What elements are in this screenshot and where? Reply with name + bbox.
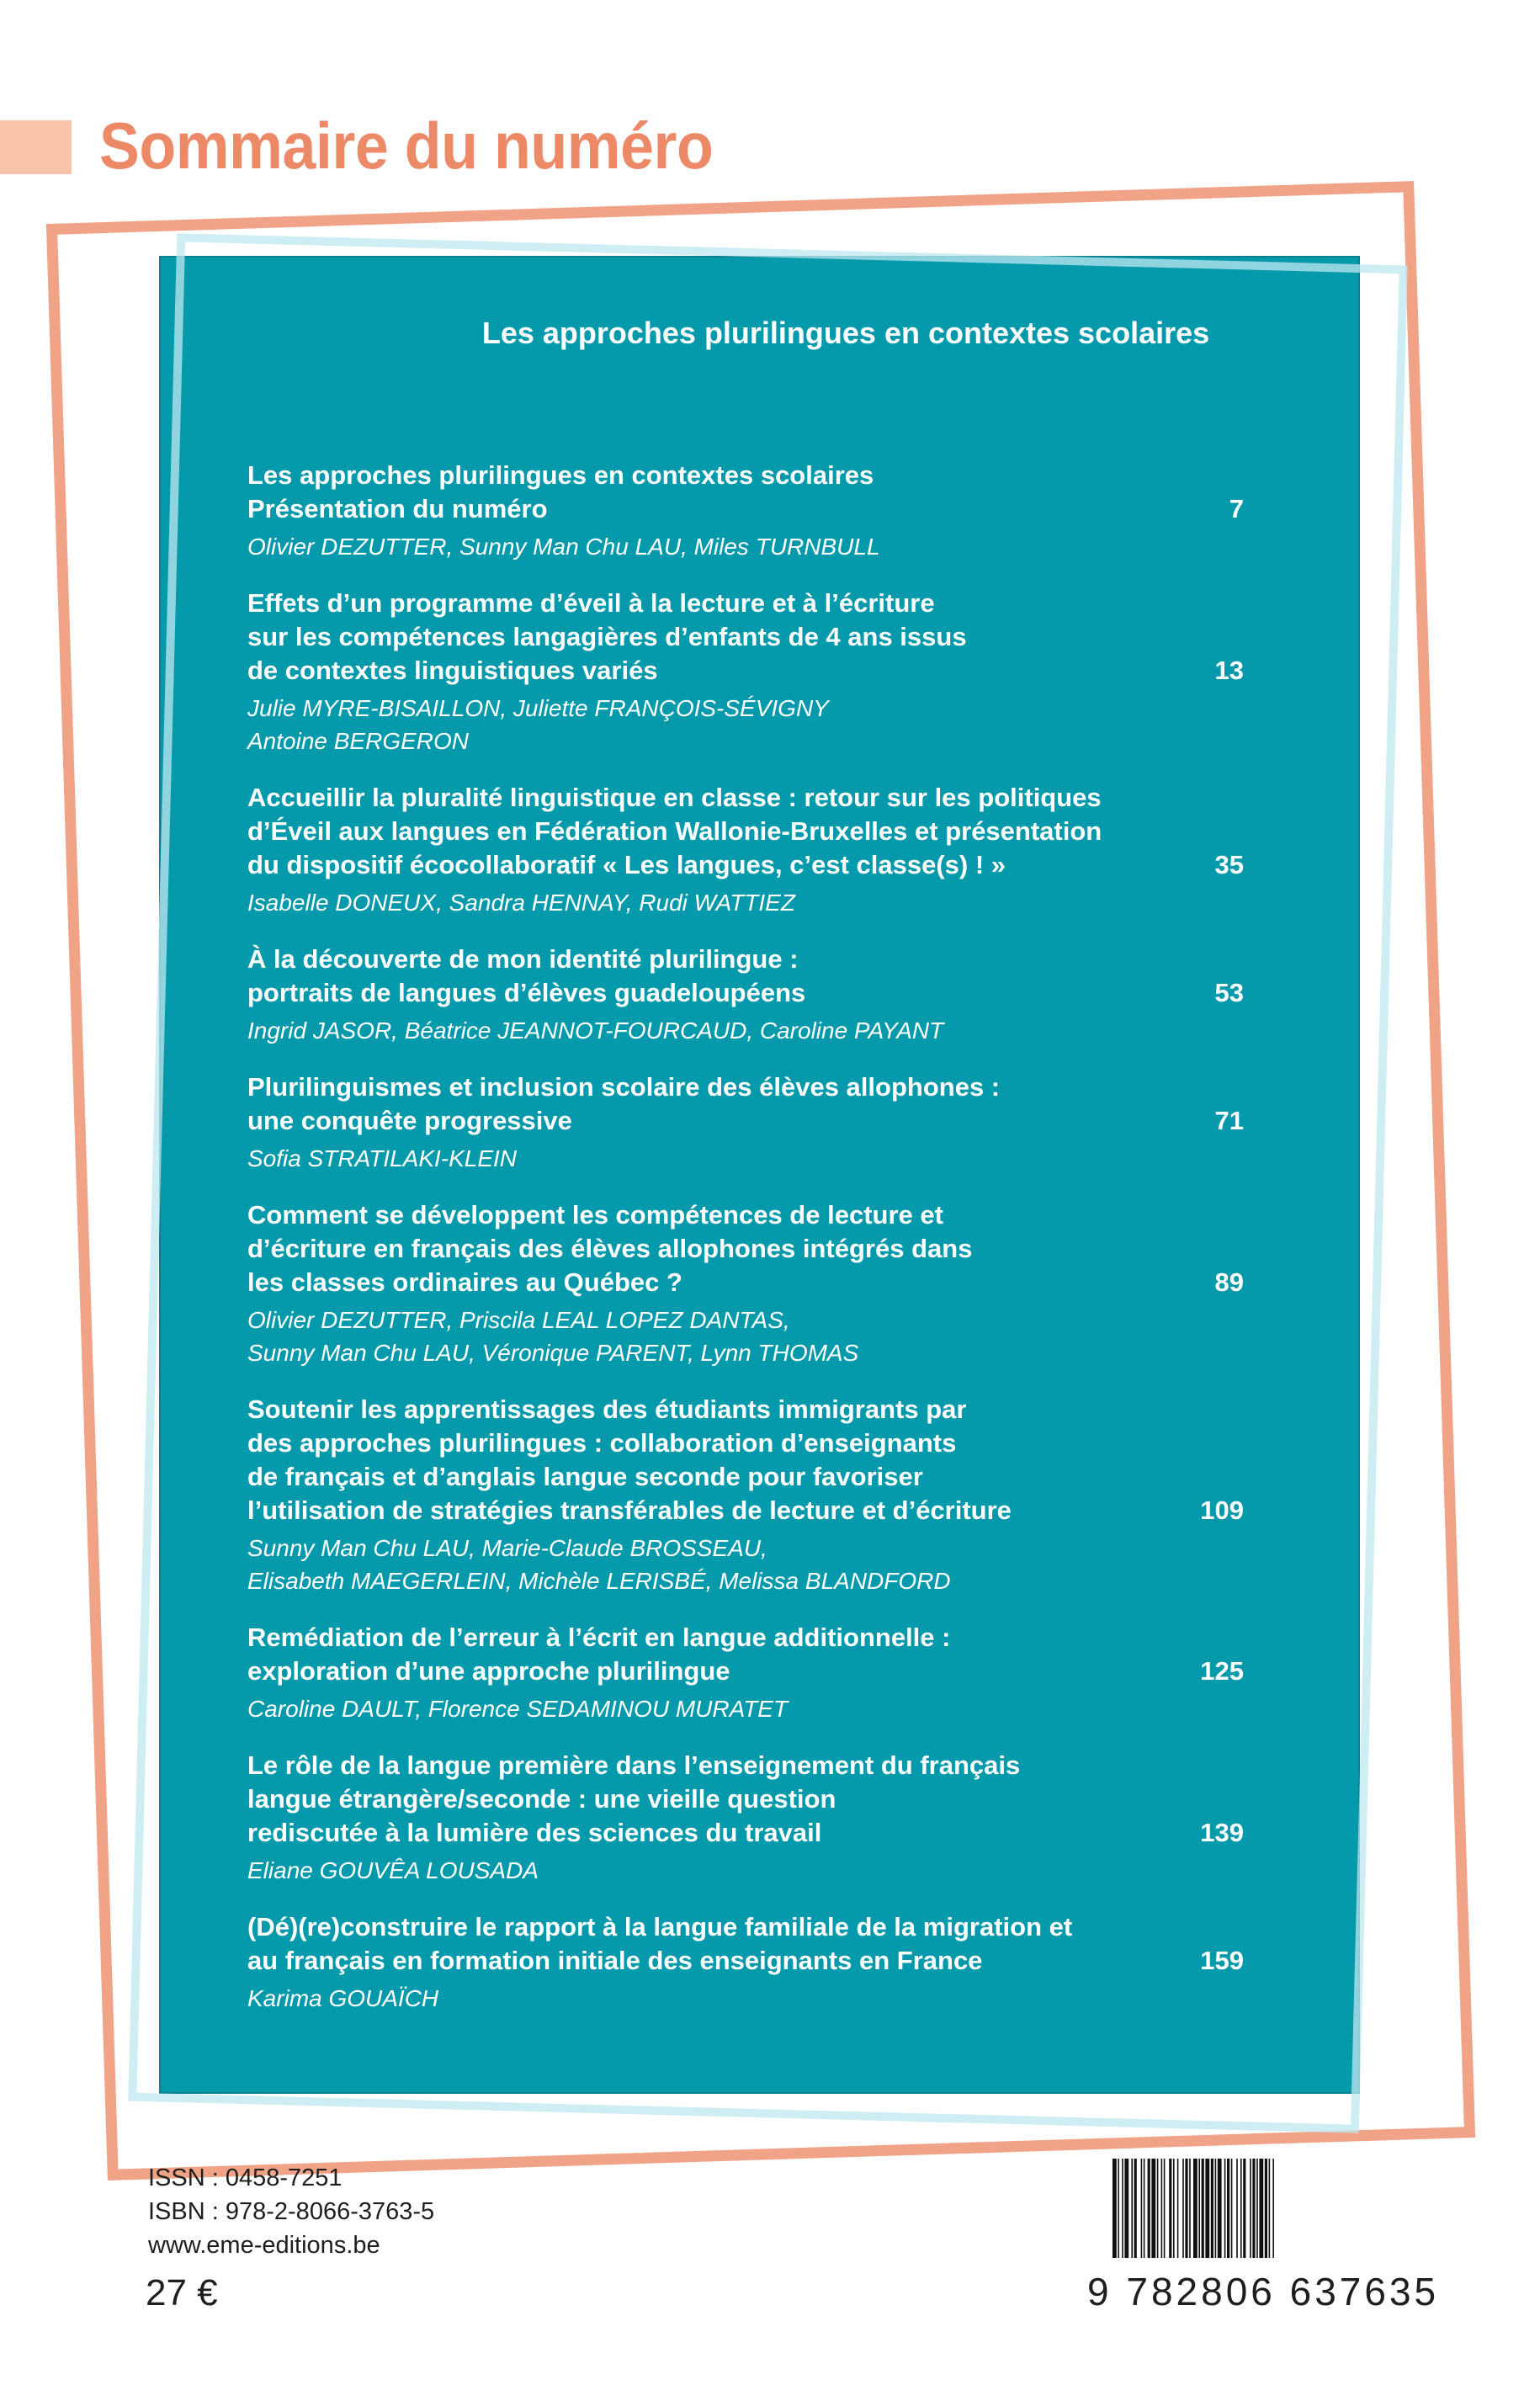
article-authors-line: Olivier DEZUTTER, Sunny Man Chu LAU, Miles TURNBULL [247, 534, 880, 560]
barcode-bar [1134, 2159, 1137, 2258]
article-title-line: Comment se développent les compétences de lecture et [247, 1200, 943, 1230]
page-number: 13 [1214, 656, 1244, 685]
article-title [247, 781, 1244, 882]
article-title-line: au français en formation initiale des enseignants en France [247, 1946, 983, 1975]
article-authors-line: Sunny Man Chu LAU, Véronique PARENT, Lynn THOMAS [247, 1340, 859, 1366]
barcode-bar [1177, 2159, 1179, 2258]
page-number: 109 [1200, 1495, 1244, 1525]
barcode-bar [1224, 2159, 1226, 2258]
article-title-line: les classes ordinaires au Québec ? [247, 1267, 682, 1297]
barcode-bar [1202, 2159, 1204, 2258]
article-authors [247, 1014, 1244, 1047]
article-title [247, 1070, 1244, 1138]
barcode-bar [1265, 2159, 1267, 2258]
article-title-line: Présentation du numéro [247, 494, 548, 523]
article-authors [247, 1532, 1244, 1597]
article-title-line: Accueillir la pluralité linguistique en classe : retour sur les politiques [247, 783, 1102, 812]
barcode-bar [1141, 2159, 1143, 2258]
barcode-bar [1151, 2159, 1155, 2258]
toc-entry[interactable] [247, 459, 1244, 563]
article-title-line: exploration d’une approche plurilingue [247, 1656, 730, 1686]
barcode-bar [1124, 2159, 1128, 2258]
page-number: 7 [1229, 494, 1244, 523]
toc-entry[interactable] [247, 1749, 1244, 1887]
barcode-bar [1243, 2159, 1245, 2258]
article-title-line: Soutenir les apprentissages des étudiants immigrants par [247, 1394, 967, 1424]
issue-theme-title: Les approches plurilingues en contextes scolaires [481, 316, 1210, 350]
barcode-bar [1131, 2159, 1133, 2258]
article-title-line: une conquête progressive [247, 1106, 572, 1135]
article-title-line: d’écriture en français des élèves allophones intégrés dans [247, 1234, 973, 1263]
article-title-line: de français et d’anglais langue seconde pour favoriser [247, 1462, 923, 1491]
barcode-bar [1148, 2159, 1150, 2258]
article-authors [247, 1142, 1244, 1175]
article-authors-line: Antoine BERGERON [247, 728, 469, 754]
barcode-bar [1211, 2159, 1213, 2258]
article-title [247, 1621, 1244, 1688]
barcode-bar [1182, 2159, 1184, 2258]
barcode-bar [1272, 2159, 1274, 2258]
table-of-contents [247, 459, 1244, 2038]
article-title-line: l’utilisation de stratégies transférables de lecture et d’écriture [247, 1495, 1012, 1525]
page-title: Sommaire du numéro [99, 109, 714, 183]
barcode-bar [1259, 2159, 1263, 2258]
article-title-line: langue étrangère/seconde : une vieille question [247, 1784, 836, 1814]
article-authors-line: Ingrid JASOR, Béatrice JEANNOT-FOURCAUD, Caroline PAYANT [247, 1017, 944, 1044]
article-title [247, 587, 1244, 688]
toc-entry[interactable] [247, 1070, 1244, 1175]
article-title [247, 1910, 1244, 1978]
article-title [247, 1393, 1244, 1527]
toc-entry[interactable] [247, 1621, 1244, 1725]
barcode-bar [1250, 2159, 1251, 2258]
article-title-line: portraits de langues d’élèves guadeloupéens [247, 978, 806, 1007]
barcode-bar [1157, 2159, 1159, 2258]
website-link[interactable]: www.eme-editions.be [148, 2232, 380, 2259]
barcode-bar [1227, 2159, 1229, 2258]
article-authors-line: Elisabeth MAEGERLEIN, Michèle LERISBÉ, Melissa BLANDFORD [247, 1568, 951, 1594]
barcode-bar [1231, 2159, 1233, 2258]
price: 27 € [146, 2272, 218, 2313]
page-number: 71 [1214, 1106, 1244, 1135]
article-title-line: Effets d’un programme d’éveil à la lecture et à l’écriture [247, 588, 935, 618]
article-title-line: Plurilinguismes et inclusion scolaire des élèves allophones : [247, 1072, 1001, 1102]
barcode-bar [1252, 2159, 1255, 2258]
article-title-line: (Dé)(re)construire le rapport à la langue familiale de la migration et [247, 1912, 1073, 1941]
article-authors-line: Karima GOUAÏCH [247, 1985, 439, 2011]
barcode-bar [1164, 2159, 1166, 2258]
article-authors [247, 886, 1244, 919]
article-authors [247, 1692, 1244, 1725]
article-authors-line: Sunny Man Chu LAU, Marie-Claude BROSSEAU, [247, 1535, 767, 1561]
article-authors-line: Isabelle DONEUX, Sandra HENNAY, Rudi WATTIEZ [247, 890, 795, 916]
article-authors-line: Olivier DEZUTTER, Priscila LEAL LOPEZ DANTAS, [247, 1307, 790, 1333]
article-authors-line: Sofia STRATILAKI-KLEIN [247, 1145, 518, 1171]
barcode-number: 9 782806 637635 [1087, 2270, 1440, 2313]
barcode-bar [1161, 2159, 1163, 2258]
article-authors [247, 1854, 1244, 1887]
article-title-line: des approches plurilingues : collaboration d’enseignants [247, 1428, 957, 1458]
article-title-line: À la découverte de mon identité plurilingue : [247, 944, 799, 974]
article-title-line: d’Éveil aux langues en Fédération Wallonie-Bruxelles et présentation [247, 816, 1102, 846]
barcode-bar [1205, 2159, 1209, 2258]
issn: ISSN : 0458-7251 [148, 2165, 343, 2191]
toc-entry[interactable] [247, 1198, 1244, 1369]
barcode-bar [1218, 2159, 1222, 2258]
toc-entry[interactable] [247, 1910, 1244, 2015]
article-title-line: Remédiation de l’erreur à l’écrit en langue additionnelle : [247, 1623, 951, 1652]
barcode-bar [1240, 2159, 1242, 2258]
barcode-bar [1173, 2159, 1175, 2258]
publication-info [148, 2161, 434, 2262]
barcode-bar [1113, 2159, 1117, 2258]
barcode-bar [1215, 2159, 1217, 2258]
article-authors [247, 1982, 1244, 2015]
article-title-line: Le rôle de la langue première dans l’enseignement du français [247, 1750, 1021, 1780]
barcode-bar [1118, 2159, 1119, 2258]
article-authors-line: Caroline DAULT, Florence SEDAMINOU MURATET [247, 1696, 789, 1722]
page-number: 53 [1214, 978, 1244, 1007]
isbn: ISBN : 978-2-8066-3763-5 [148, 2198, 435, 2225]
article-title-line: du dispositif écocollaboratif « Les langues, c’est classe(s) ! » [247, 850, 1006, 879]
article-title-line: Les approches plurilingues en contextes scolaires [247, 460, 874, 490]
toc-entry[interactable] [247, 943, 1244, 1047]
barcode-bar [1198, 2159, 1200, 2258]
toc-entry[interactable] [247, 1393, 1244, 1597]
barcode-bar [1193, 2159, 1197, 2258]
barcode-bar [1185, 2159, 1187, 2258]
article-title [247, 1198, 1244, 1299]
toc-entry[interactable] [247, 587, 1244, 757]
toc-entry[interactable] [247, 781, 1244, 919]
barcode-bar [1269, 2159, 1271, 2258]
page-number: 159 [1200, 1946, 1244, 1975]
barcode-bar [1256, 2159, 1258, 2258]
article-authors-line: Julie MYRE-BISAILLON, Juliette FRANÇOIS-SÉVIGNY [247, 695, 829, 721]
article-title [247, 1749, 1244, 1850]
page-number: 35 [1214, 850, 1244, 879]
article-authors [247, 692, 1244, 757]
article-authors-line: Eliane GOUVÊA LOUSADA [247, 1857, 539, 1883]
barcode-bar [1144, 2159, 1145, 2258]
article-authors [247, 1304, 1244, 1369]
barcode-bar [1122, 2159, 1123, 2258]
page-number: 125 [1200, 1656, 1244, 1686]
article-title-line: de contextes linguistiques variés [247, 656, 658, 685]
article-title [247, 943, 1244, 1010]
barcode-bar [1236, 2159, 1238, 2258]
article-title [247, 459, 1244, 526]
barcode-bar [1169, 2159, 1171, 2258]
article-title-line: rediscutée à la lumière des sciences du travail [247, 1818, 822, 1847]
barcode-bar [1189, 2159, 1191, 2258]
article-title-line: sur les compétences langagières d’enfants de 4 ans issus [247, 622, 967, 651]
article-authors [247, 530, 1244, 563]
page-number: 139 [1200, 1818, 1244, 1847]
title-accent-block [0, 120, 72, 174]
page-number: 89 [1214, 1267, 1244, 1297]
